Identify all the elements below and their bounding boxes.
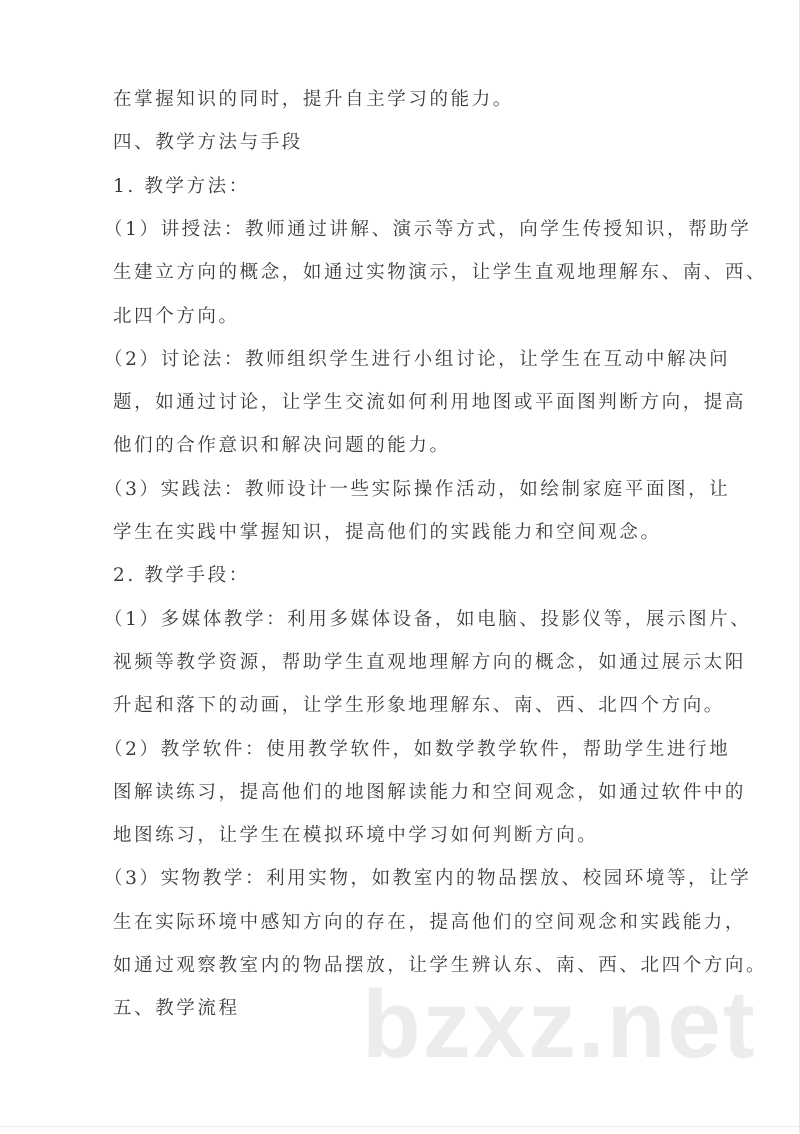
text-line: （1）多媒体教学：利用多媒体设备，如电脑、投影仪等，展示图片、 bbox=[104, 608, 752, 630]
text-line: （3）实物教学：利用实物，如教室内的物品摆放、校园环境等，让学 bbox=[104, 868, 752, 890]
text-line: 在掌握知识的同时，提升自主学习的能力。 bbox=[113, 89, 514, 110]
text-line: 图解读练习，提高他们的地图解读能力和空间观念，如通过软件中的 bbox=[113, 781, 747, 803]
text-line: 地图练习，让学生在模拟环境中学习如何判断方向。 bbox=[113, 825, 599, 847]
text-line: 学生在实践中掌握知识，提高他们的实践能力和空间观念。 bbox=[113, 522, 662, 543]
text-line: 他们的合作意识和解决问题的能力。 bbox=[113, 435, 451, 457]
text-line: 生在实际环境中感知方向的存在，提高他们的空间观念和实践能力， bbox=[113, 911, 747, 933]
text-line: 1. 教学方法： bbox=[113, 175, 250, 197]
page-edge-divider bbox=[0, 1126, 799, 1127]
text-line: 四、教学方法与手段 bbox=[113, 132, 303, 154]
text-line: （1）讲授法：教师通过讲解、演示等方式，向学生传授知识，帮助学 bbox=[104, 218, 752, 240]
text-line: 升起和落下的动画，让学生形象地理解东、南、西、北四个方向。 bbox=[113, 695, 725, 717]
text-line: 北四个方向。 bbox=[113, 305, 240, 327]
watermark: bzxz.net bbox=[362, 971, 757, 1078]
text-line: 2. 教学手段： bbox=[113, 565, 250, 587]
text-line: （2）讨论法：教师组织学生进行小组讨论，让学生在互动中解决问 bbox=[104, 348, 731, 370]
text-line: 生建立方向的概念，如通过实物演示，让学生直观地理解东、南、西、 bbox=[113, 262, 768, 284]
text-line: 视频等教学资源，帮助学生直观地理解方向的概念，如通过展示太阳 bbox=[113, 651, 747, 673]
text-line: （2）教学软件：使用教学软件，如数学教学软件，帮助学生进行地 bbox=[104, 738, 731, 760]
text-line: 题，如通过讨论，让学生交流如何利用地图或平面图判断方向，提高 bbox=[113, 392, 747, 414]
text-line: （3）实践法：教师设计一些实际操作活动，如绘制家庭平面图，让 bbox=[104, 478, 731, 500]
text-line: 如通过观察教室内的物品摆放，让学生辨认东、南、西、北四个方向。 bbox=[113, 955, 768, 976]
text-line: 五、教学流程 bbox=[113, 998, 240, 1020]
